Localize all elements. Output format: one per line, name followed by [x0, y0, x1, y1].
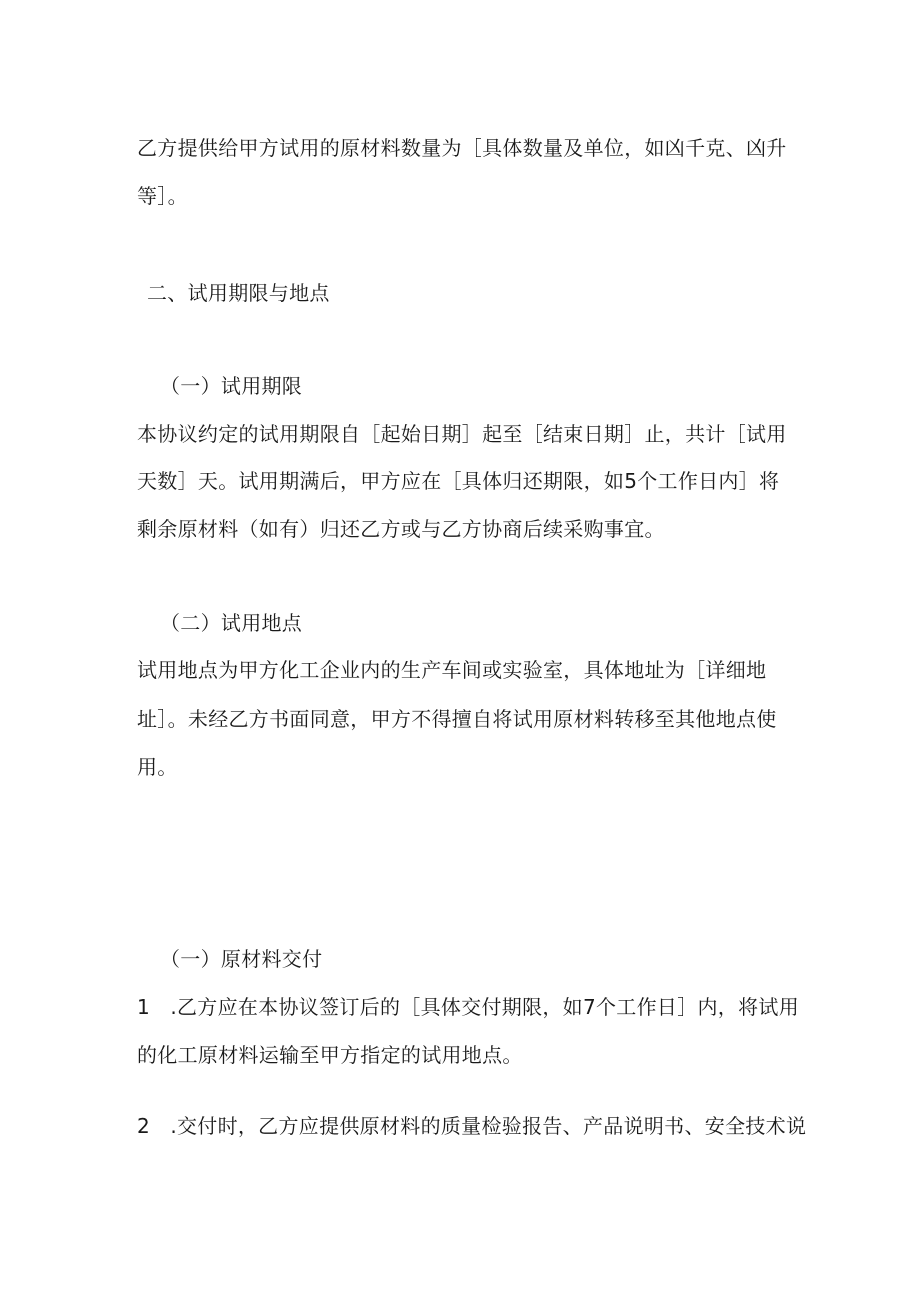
- paragraph-line: 试用地点为甲方化工企业内的生产车间或实验室，具体地址为［详细地: [137, 658, 767, 682]
- paragraph-line: 用。: [137, 755, 178, 779]
- list-item-line: 2 .交付时，乙方应提供原材料的质量检验报告、产品说明书、安全技术说: [137, 1114, 807, 1138]
- subsection-heading: （二）试用地点: [160, 611, 303, 635]
- paragraph-line: 乙方提供给甲方试用的原材料数量为［具体数量及单位，如凶千克、凶升: [137, 136, 787, 160]
- section-heading: 二、试用期限与地点: [147, 281, 330, 305]
- paragraph-line: 本协议约定的试用期限自［起始日期］起至［结束日期］止，共计［试用: [137, 422, 787, 446]
- list-item-line: 1 .乙方应在本协议签订后的［具体交付期限，如7个工作日］内，将试用: [137, 995, 800, 1019]
- list-item-line: 的化工原材料运输至甲方指定的试用地点。: [137, 1043, 523, 1067]
- subsection-heading: （一）试用期限: [160, 374, 303, 398]
- paragraph-line: 天数］天。试用期满后，甲方应在［具体归还期限，如5个工作日内］将: [137, 469, 780, 493]
- paragraph-line: 址］。未经乙方书面同意，甲方不得擅自将试用原材料转移至其他地点使: [137, 707, 777, 731]
- paragraph-line: 剩余原材料（如有）归还乙方或与乙方协商后续采购事宜。: [137, 517, 665, 541]
- paragraph-line: 等］。: [137, 184, 188, 208]
- subsection-heading: （一）原材料交付: [160, 947, 323, 971]
